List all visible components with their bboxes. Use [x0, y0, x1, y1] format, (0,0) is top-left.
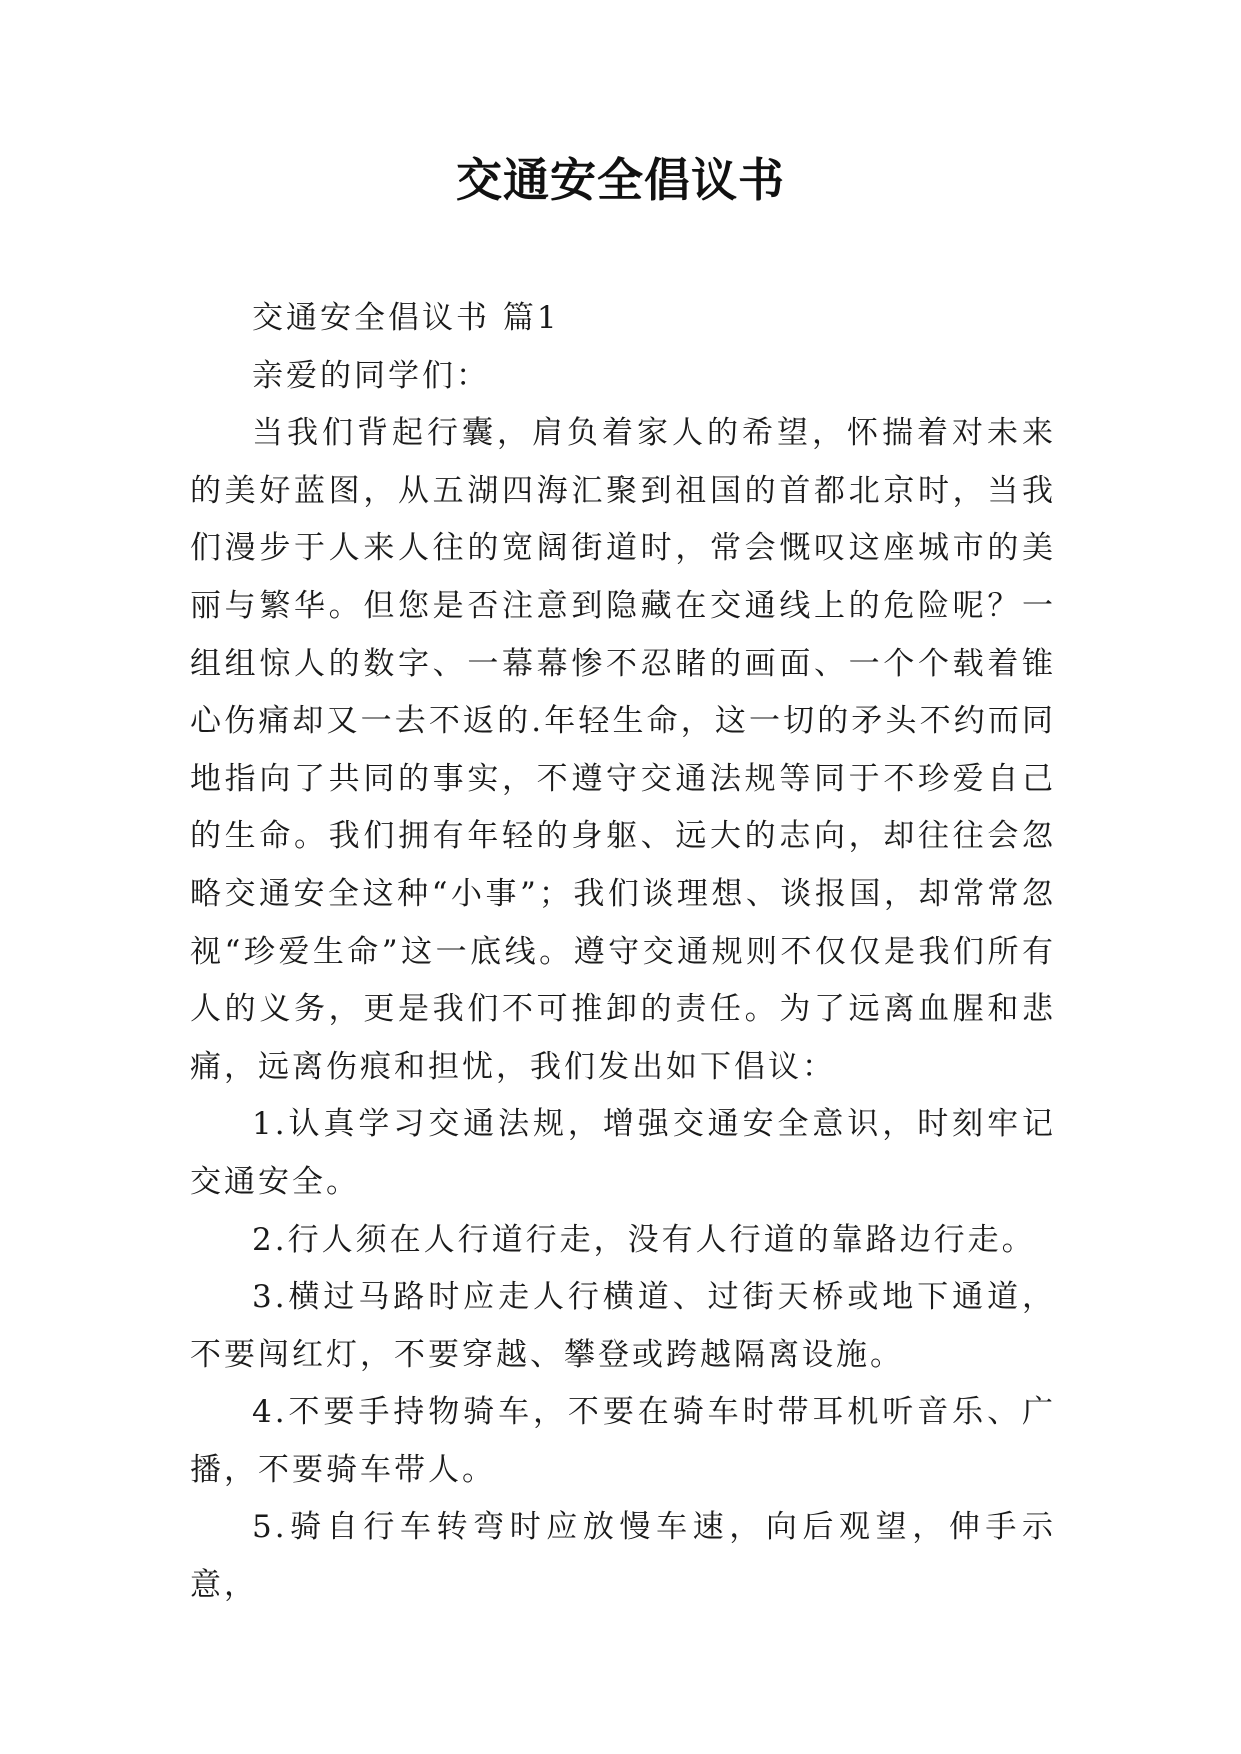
salutation: 亲爱的同学们：: [252, 357, 490, 394]
section-heading: 交通安全倡议书 篇1: [252, 300, 560, 336]
proposal-item-5: 5.骑自行车转弯时应放慢车速，向后观望，伸手示意，: [190, 1509, 1056, 1604]
proposal-item-4: 4.不要手持物骑车，不要在骑车时带耳机听音乐、广播，不要骑车带人。: [190, 1394, 1056, 1488]
intro-paragraph: 当我们背起行囊，肩负着家人的希望，怀揣着对未来的美好蓝图，从五湖四海汇聚到祖国的首都北京时，当我们漫步于人来人往的宽阔街道时，常会慨叹这座城市的美丽与繁华。但您是否注意到隐藏在交通线上的危险呢？一组组惊人的数字、一幕幕惨不忍睹的画面、一个个载着锥心伤痛却又一去不返的.年轻生命，这一切的矛头不约而同地指向了共同的事实，不遵守交通法规等同于不珍爱自己的生命。我们拥有年轻的身躯、远大的志向，却往往会忽略交通安全这种“小事”；我们谈理想、谈报国，却常常忽视“珍爱生命”这一底线。遵守交通规则不仅仅是我们所有人的义务，更是我们不可推卸的责任。为了远离血腥和悲痛，远离伤痕和担忧，我们发出如下倡议：: [190, 415, 1056, 1085]
proposal-item-3: 3.横过马路时应走人行横道、过街天桥或地下通道，不要闯红灯，不要穿越、攀登或跨越隔离设施。: [190, 1279, 1056, 1373]
proposal-item-1: 1.认真学习交通法规，增强交通安全意识，时刻牢记交通安全。: [190, 1106, 1056, 1200]
document-body: [190, 290, 1056, 1615]
document-title: 交通安全倡议书: [456, 153, 785, 207]
proposal-item-2: 2.行人须在人行道行走，没有人行道的靠路边行走。: [252, 1221, 1036, 1258]
